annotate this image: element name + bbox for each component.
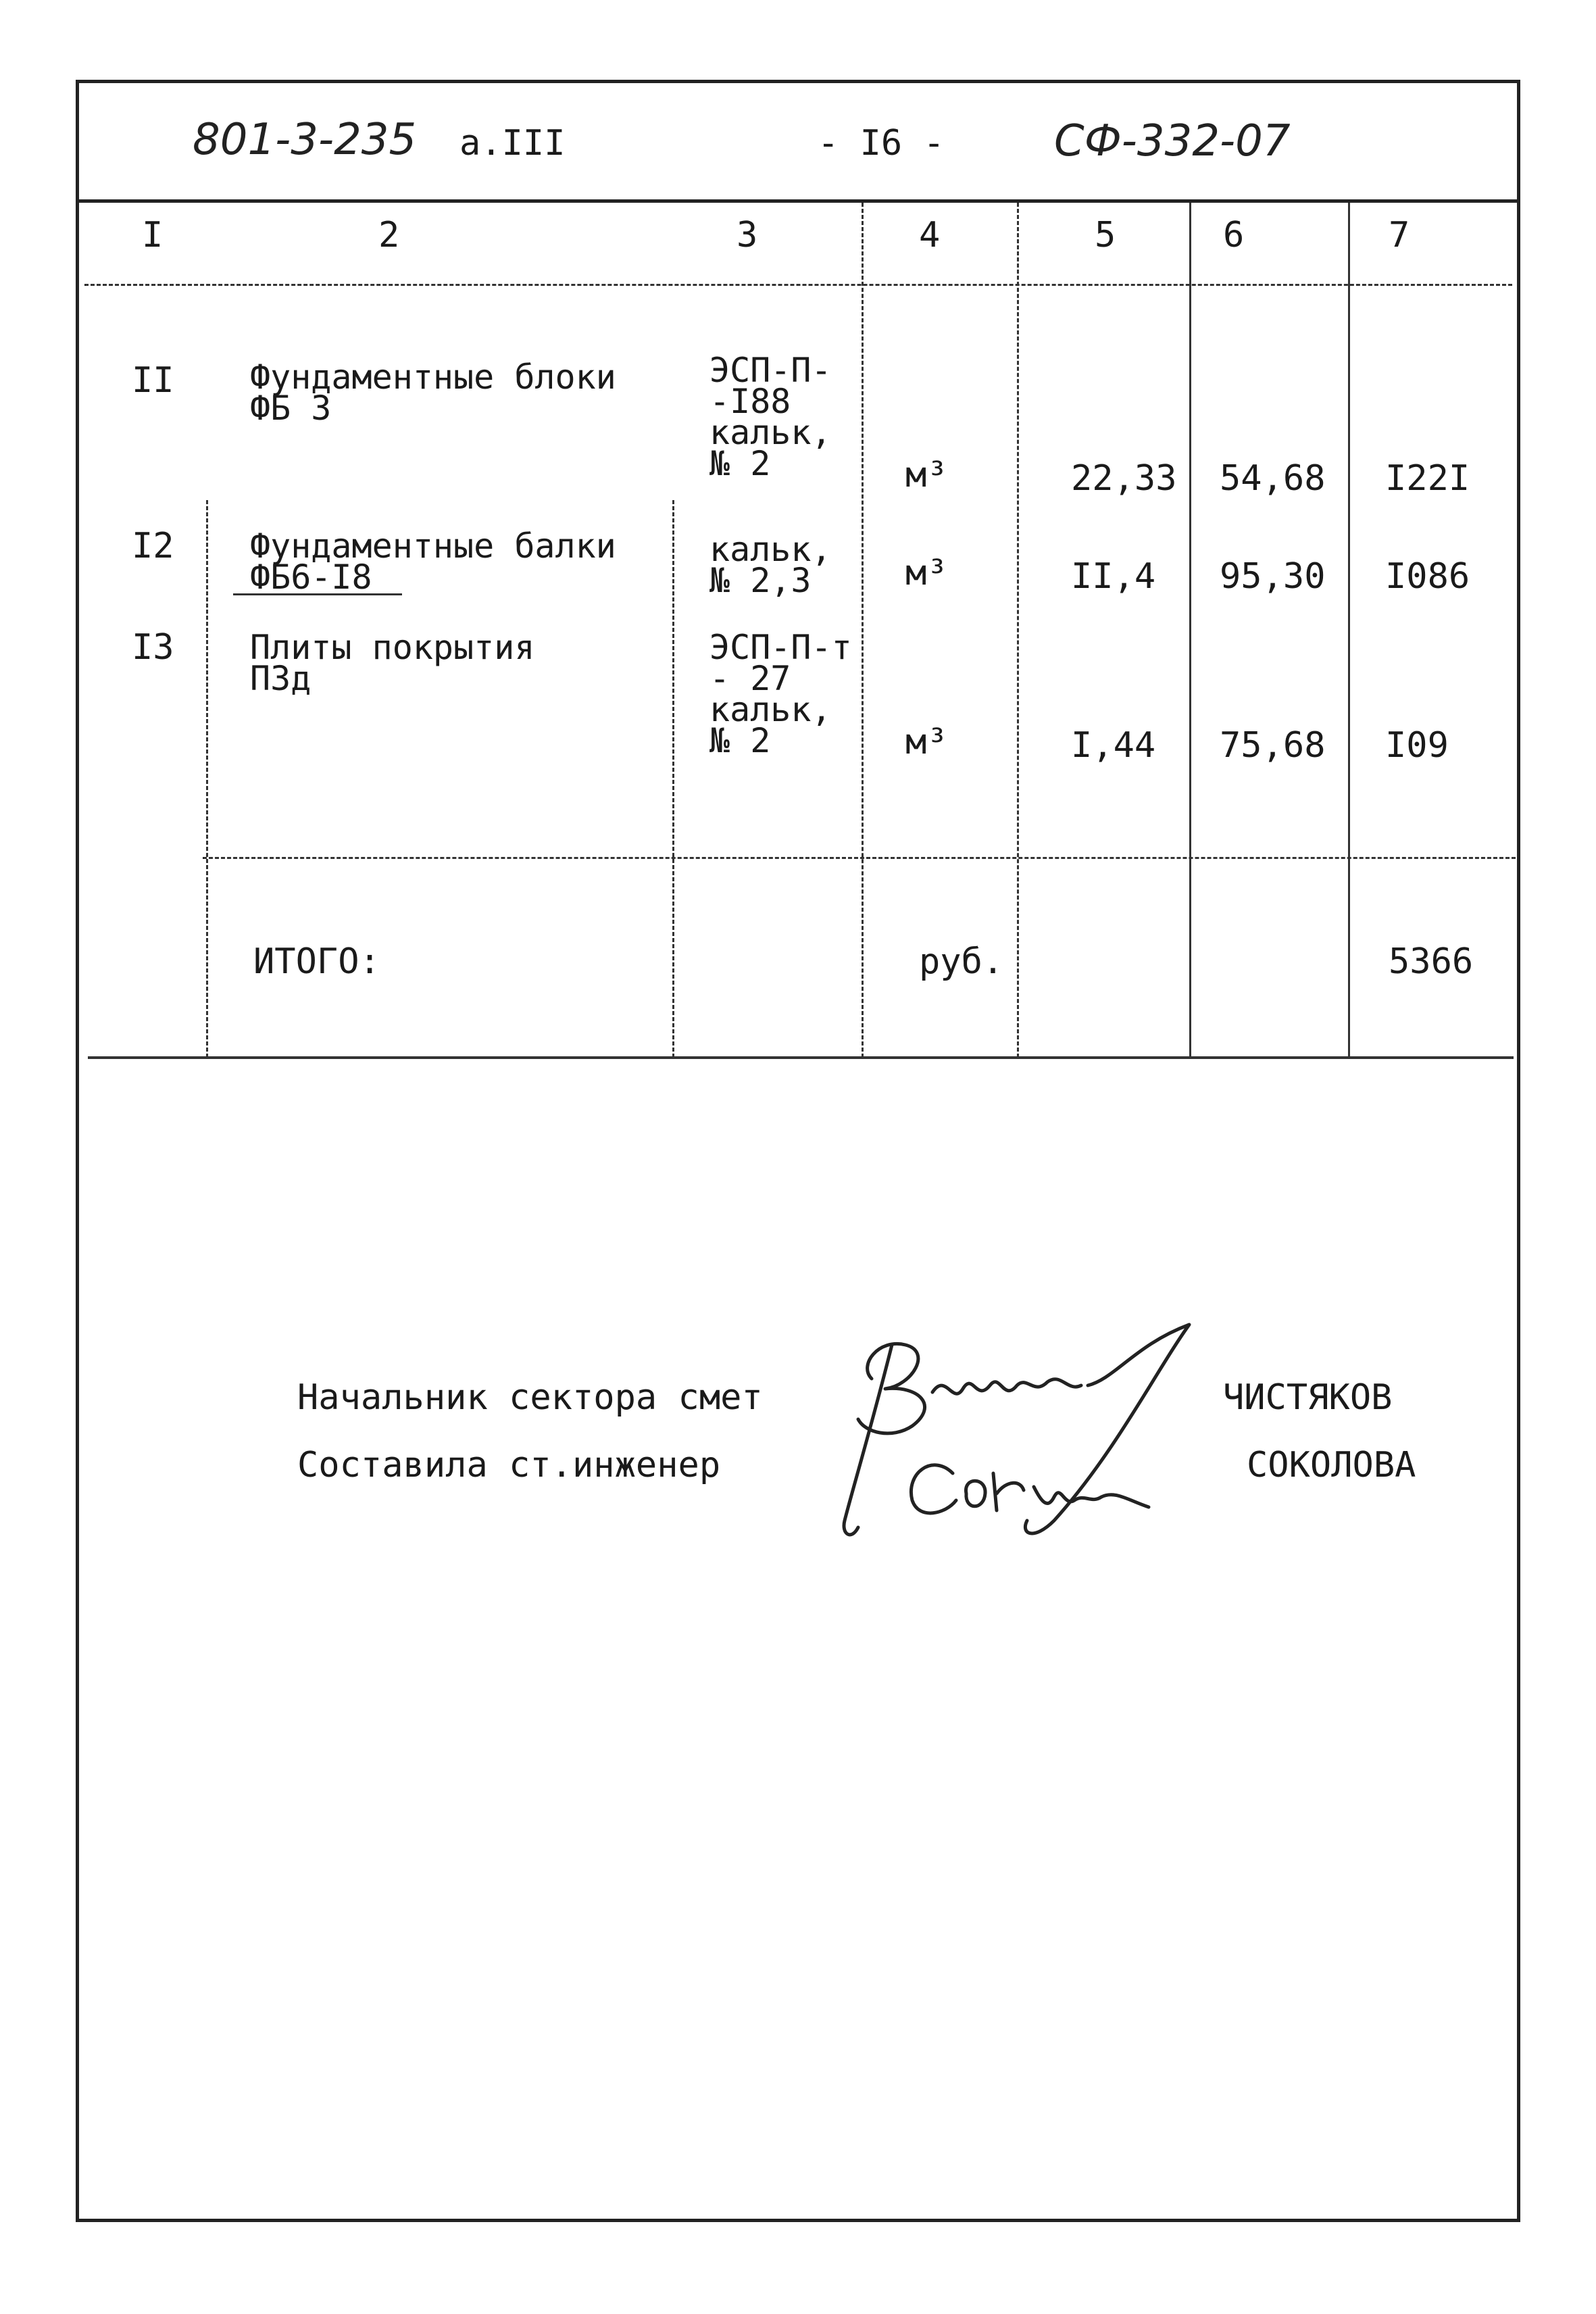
row-11-price: 54,68 — [1220, 458, 1326, 499]
row-13-reference: ЭСП-П-т - 27 кальк, № 2 — [709, 628, 852, 760]
series-number: 801-3-235 — [193, 115, 417, 165]
signature-role-2: Составила ст.инженер — [297, 1445, 721, 1485]
page-number: - I6 - — [818, 123, 945, 164]
row-11-name: Фундаментные блоки ФБ 3 — [250, 358, 616, 428]
row-13-total: I09 — [1385, 725, 1449, 766]
row-11-unit: м³ — [905, 455, 948, 495]
total-value: 5366 — [1389, 941, 1474, 982]
row-12-reference: кальк, № 2,3 — [709, 530, 832, 600]
signature-name-2: СОКОЛОВА — [1247, 1445, 1416, 1485]
column-header-4: 4 — [919, 215, 941, 255]
total-unit: руб. — [919, 941, 1004, 982]
total-label: ИТОГО: — [253, 941, 380, 982]
column-header-2: 2 — [378, 215, 400, 255]
column-header-divider — [84, 284, 1512, 286]
row-13-unit: м³ — [905, 722, 948, 762]
row-11-number: II — [132, 360, 174, 401]
column-header-1: I — [142, 215, 164, 255]
handwritten-signature — [831, 1318, 1210, 1548]
row-11-reference: ЭСП-П- -I88 кальк, № 2 — [709, 351, 832, 483]
column-header-3: 3 — [737, 215, 758, 255]
row-12-name: Фундаментные балки ФБ6-I8 — [250, 526, 616, 597]
table-bottom-border — [88, 1056, 1514, 1059]
column-header-6: 6 — [1223, 215, 1245, 255]
album-number: а.III — [459, 123, 566, 164]
row-13-price: 75,68 — [1220, 725, 1326, 766]
column-divider-3 — [862, 203, 864, 1058]
row-13-number: I3 — [132, 627, 174, 668]
column-divider-2 — [672, 500, 674, 1058]
column-header-5: 5 — [1095, 215, 1116, 255]
column-divider-5 — [1189, 203, 1191, 1058]
row-11-quantity: 22,33 — [1071, 458, 1177, 499]
total-divider — [203, 857, 1516, 859]
header-divider — [76, 199, 1520, 203]
document-code: СФ-332-07 — [1054, 116, 1291, 166]
column-header-7: 7 — [1389, 215, 1410, 255]
signature-role-1: Начальник сектора смет — [297, 1377, 763, 1418]
row-12-unit: м³ — [905, 553, 948, 593]
row-12-price: 95,30 — [1220, 556, 1326, 597]
signature-name-1: ЧИСТЯКОВ — [1223, 1377, 1393, 1418]
column-divider-4 — [1017, 203, 1019, 1058]
row-12-underline — [233, 593, 402, 595]
column-divider-1 — [206, 500, 208, 1058]
column-divider-6 — [1348, 203, 1350, 1058]
row-11-total: I22I — [1385, 458, 1470, 499]
row-12-quantity: II,4 — [1071, 556, 1156, 597]
row-12-number: I2 — [132, 526, 174, 566]
row-13-quantity: I,44 — [1071, 725, 1156, 766]
row-12-total: I086 — [1385, 556, 1470, 597]
row-13-name: Плиты покрытия ПЗд — [250, 628, 535, 698]
